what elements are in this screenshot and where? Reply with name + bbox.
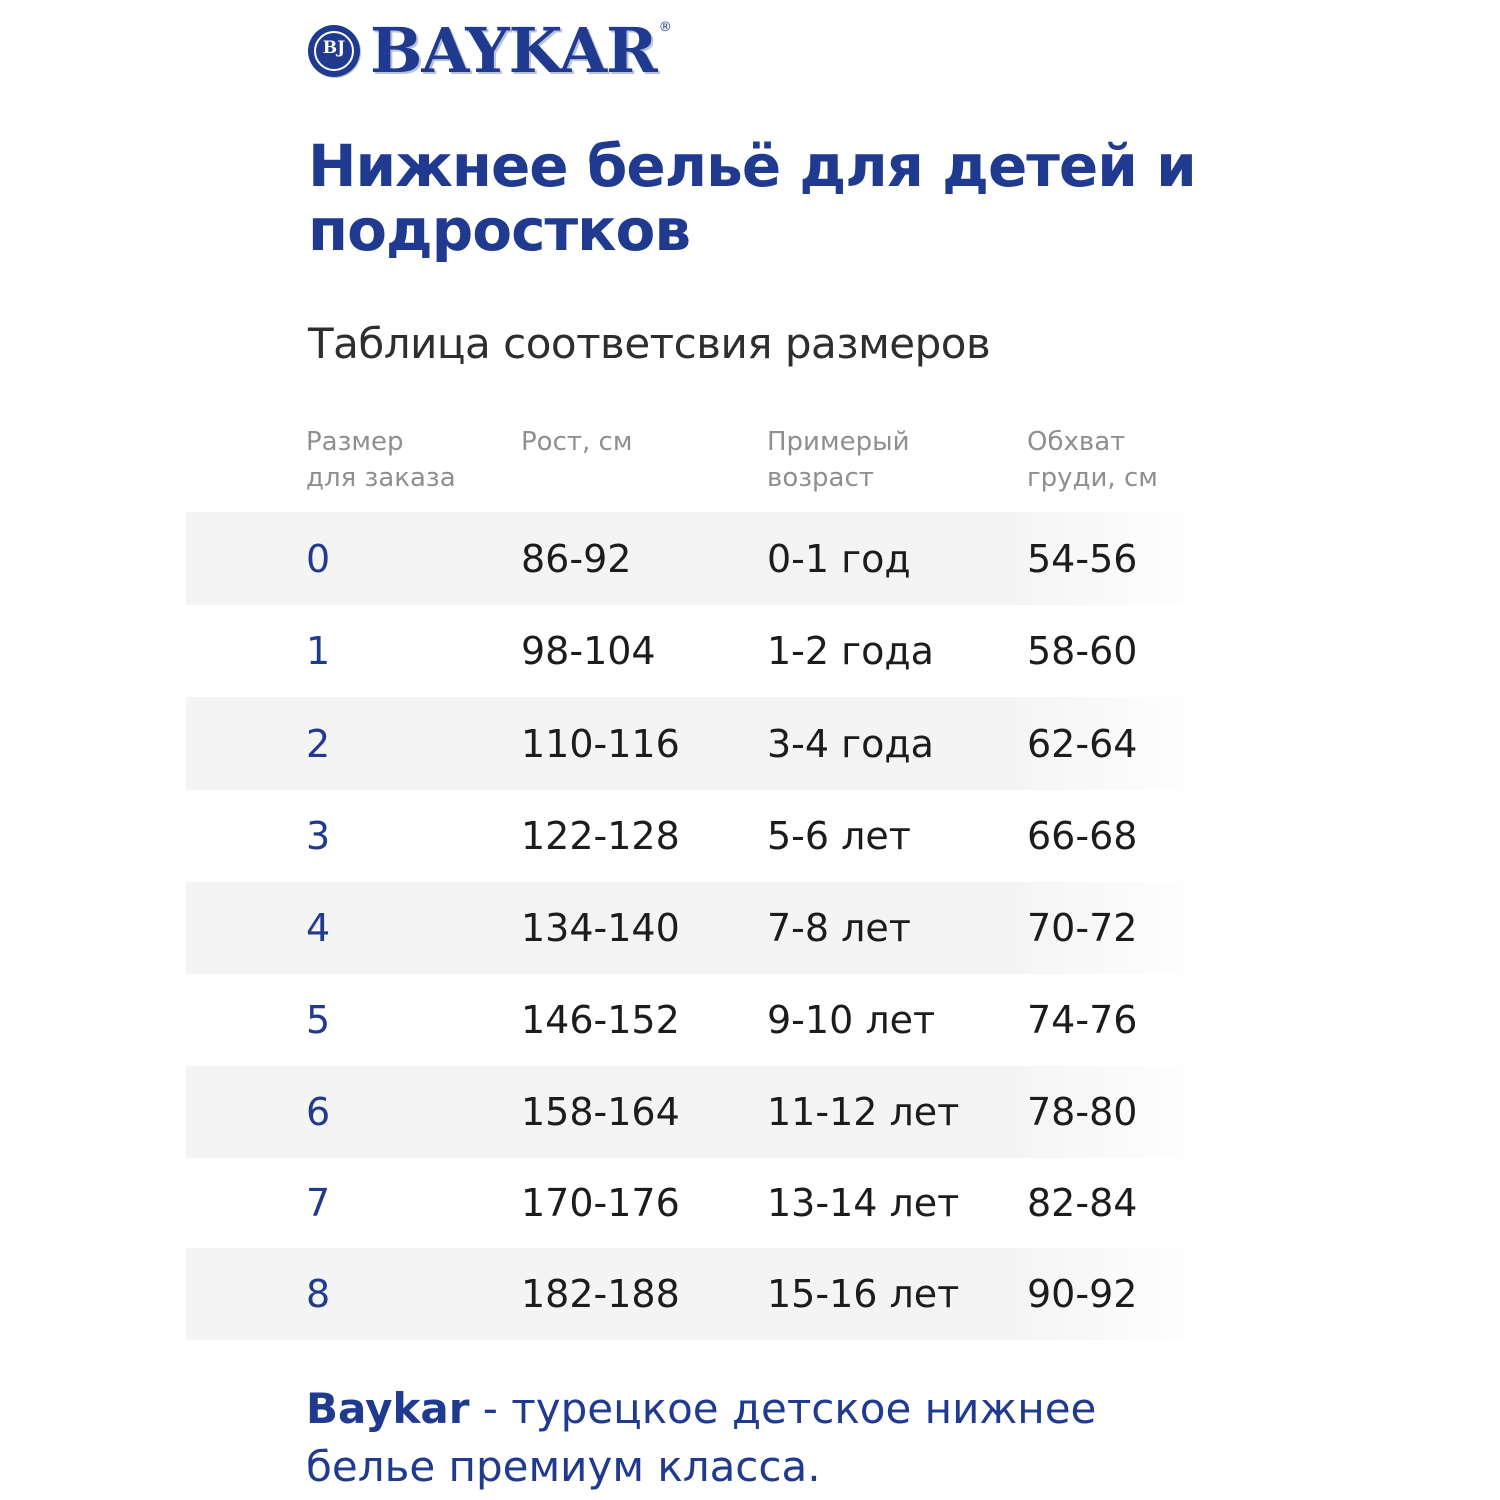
- brand-logo-text: BAYKAR: [370, 14, 657, 87]
- cell-height: 182-188: [521, 1272, 680, 1316]
- cell-size: 4: [306, 906, 331, 950]
- table-subtitle: Таблица соответсвия размеров: [308, 319, 991, 368]
- cell-chest: 66-68: [1027, 814, 1138, 858]
- footer-text: - турецкое детское нижнее белье премиум класса.: [306, 1384, 1097, 1491]
- cell-age: 11-12 лет: [767, 1090, 960, 1134]
- header-height: Рост, см: [521, 427, 633, 457]
- registered-mark: ®: [658, 20, 672, 35]
- cell-height: 122-128: [521, 814, 680, 858]
- table-row: [186, 512, 1210, 605]
- cell-size: 3: [306, 814, 331, 858]
- cell-height: 158-164: [521, 1090, 680, 1134]
- cell-size: 2: [306, 721, 331, 766]
- footer-tagline: [306, 1380, 1206, 1496]
- cell-chest: 54-56: [1027, 536, 1138, 581]
- cell-age: 5-6 лет: [767, 814, 911, 858]
- footer-brand: Baykar: [306, 1384, 470, 1433]
- header-age: Примерый возраст: [767, 427, 910, 493]
- cell-size: 8: [306, 1272, 331, 1316]
- cell-height: 86-92: [521, 536, 632, 581]
- table-row: [186, 605, 1210, 697]
- cell-height: 146-152: [521, 998, 680, 1042]
- header-size: Размер для заказа: [306, 427, 456, 493]
- cell-chest: 78-80: [1027, 1090, 1138, 1134]
- cell-size: 1: [306, 629, 331, 673]
- table-row: [186, 882, 1210, 974]
- cell-size: 7: [306, 1181, 331, 1225]
- cell-age: 3-4 года: [767, 721, 934, 766]
- cell-age: 7-8 лет: [767, 906, 911, 950]
- table-row: [186, 1066, 1210, 1158]
- page-title: Нижнее бельё для детей и подростков: [308, 132, 1196, 264]
- table-row: [186, 1158, 1210, 1248]
- cell-chest: 62-64: [1027, 721, 1138, 766]
- cell-height: 134-140: [521, 906, 680, 950]
- table-row: [186, 1248, 1210, 1340]
- cell-chest: 82-84: [1027, 1181, 1138, 1225]
- cell-age: 13-14 лет: [767, 1181, 960, 1225]
- cell-age: 9-10 лет: [767, 998, 936, 1042]
- cell-chest: 90-92: [1027, 1272, 1138, 1316]
- cell-height: 98-104: [521, 629, 656, 673]
- header-chest: Обхват груди, см: [1027, 427, 1158, 493]
- cell-size: 5: [306, 998, 331, 1042]
- table-row: [186, 790, 1210, 882]
- brand-emblem-letters: BJ: [322, 38, 346, 58]
- cell-size: 6: [306, 1090, 331, 1134]
- table-row: [186, 974, 1210, 1066]
- cell-height: 170-176: [521, 1181, 680, 1225]
- cell-chest: 58-60: [1027, 629, 1138, 673]
- cell-chest: 70-72: [1027, 906, 1138, 950]
- cell-size: 0: [306, 536, 331, 581]
- cell-age: 15-16 лет: [767, 1272, 960, 1316]
- cell-age: 1-2 года: [767, 629, 934, 673]
- cell-chest: 74-76: [1027, 998, 1138, 1042]
- table-row: [186, 697, 1210, 790]
- cell-age: 0-1 год: [767, 536, 911, 581]
- cell-height: 110-116: [521, 721, 680, 766]
